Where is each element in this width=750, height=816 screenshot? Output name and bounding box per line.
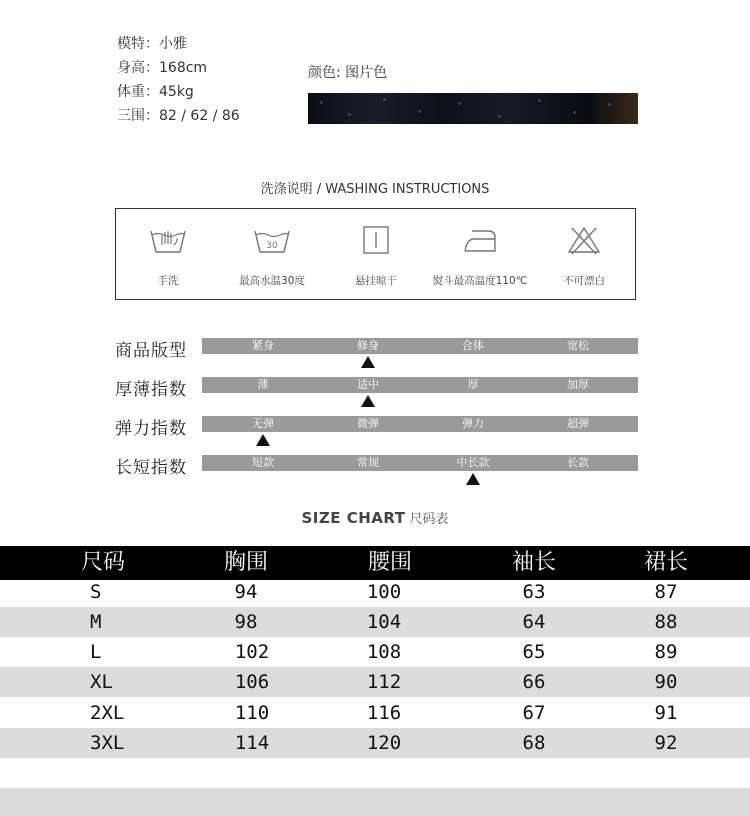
length-option: 长款	[567, 456, 589, 469]
fit-option: 修身	[357, 339, 379, 352]
table-row	[0, 577, 750, 607]
svg-text:30: 30	[266, 241, 278, 251]
cell-size: M	[90, 611, 102, 633]
hand-wash-icon	[148, 225, 188, 255]
fit-option: 宽松	[567, 339, 589, 352]
cell-size: L	[90, 641, 102, 663]
length-index-bar	[202, 455, 638, 471]
wash-item-label: 手洗	[157, 275, 179, 287]
thickness-option: 厚	[467, 378, 479, 391]
cell-bust: 110	[234, 702, 270, 724]
washing-instructions-box	[115, 208, 636, 300]
thickness-option: 适中	[357, 378, 379, 391]
elasticity-option: 弹力	[462, 417, 484, 430]
cell-size: 2XL	[90, 702, 125, 724]
fit-index-bar	[202, 338, 638, 354]
cell-size: S	[90, 581, 102, 603]
cell-bust: 98	[234, 611, 258, 633]
elasticity-option: 超弹	[567, 417, 589, 430]
header-sleeve: 袖长	[511, 550, 556, 575]
cell-sleeve: 64	[522, 611, 546, 633]
cell-size: XL	[90, 671, 113, 693]
cell-waist: 104	[366, 611, 402, 633]
bottom-band	[0, 788, 750, 816]
cell-sleeve: 65	[522, 641, 546, 663]
size-chart-title-cn: 尺码表	[409, 512, 449, 527]
header-size: 尺码	[80, 550, 125, 575]
length-option: 常规	[357, 456, 379, 469]
cell-waist: 100	[366, 581, 402, 603]
header-bust: 胸围	[223, 550, 268, 575]
wash-item-iron	[428, 209, 532, 301]
cell-skirt-length: 91	[654, 702, 678, 724]
table-row	[0, 698, 750, 728]
cell-skirt-length: 90	[654, 671, 678, 693]
table-row	[0, 667, 750, 697]
cell-waist: 120	[366, 732, 402, 754]
table-row	[0, 728, 750, 758]
max-temp-30-icon	[252, 225, 292, 255]
cell-skirt-length: 92	[654, 732, 678, 754]
length-index-label: 长短指数	[115, 458, 187, 478]
wash-item-no-bleach	[532, 209, 636, 301]
thickness-option: 薄	[257, 378, 269, 391]
wash-item-max-temp	[220, 209, 324, 301]
elasticity-selected-marker	[256, 434, 270, 446]
cell-sleeve: 68	[522, 732, 546, 754]
model-height: 身高：168cm	[117, 60, 208, 76]
header-waist: 腰围	[367, 550, 412, 575]
cell-waist: 112	[366, 671, 402, 693]
cell-sleeve: 63	[522, 581, 546, 603]
cell-waist: 116	[366, 702, 402, 724]
wash-item-label: 最高水温30度	[239, 275, 305, 287]
fit-selected-marker	[361, 356, 375, 368]
wash-item-hang-dry	[324, 209, 428, 301]
thickness-option: 加厚	[567, 378, 589, 391]
model-measurements: 三围：82 / 62 / 86	[117, 108, 240, 124]
fit-option: 紧身	[252, 339, 274, 352]
wash-item-label: 熨斗最高温度110℃	[432, 275, 528, 287]
thickness-index-label: 厚薄指数	[115, 380, 187, 400]
cell-waist: 108	[366, 641, 402, 663]
wash-item-hand-wash	[116, 209, 220, 301]
fit-index-label: 商品版型	[115, 341, 187, 361]
length-selected-marker	[466, 473, 480, 485]
cell-size: 3XL	[90, 732, 125, 754]
wash-item-label: 不可漂白	[563, 275, 605, 287]
elasticity-option: 无弹	[252, 417, 274, 430]
header-skirt-length: 裙长	[643, 550, 688, 575]
table-row	[0, 607, 750, 637]
cell-bust: 102	[234, 641, 270, 663]
model-name: 模特：小雅	[117, 36, 187, 52]
cell-skirt-length: 89	[654, 641, 678, 663]
cell-skirt-length: 88	[654, 611, 678, 633]
cell-sleeve: 66	[522, 671, 546, 693]
product-photo-swatch	[308, 93, 638, 124]
washing-title: 洗涤说明 / WASHING INSTRUCTIONS	[260, 182, 490, 197]
hang-dry-icon	[356, 225, 396, 255]
elasticity-option: 微弹	[357, 417, 379, 430]
color-label: 颜色: 图片色	[308, 65, 388, 81]
fit-option: 合体	[462, 339, 484, 352]
cell-sleeve: 67	[522, 702, 546, 724]
length-option: 短款	[252, 456, 274, 469]
table-row	[0, 637, 750, 667]
no-bleach-icon	[564, 225, 604, 255]
cell-bust: 94	[234, 581, 258, 603]
size-chart-title-en: SIZE CHART	[301, 509, 406, 527]
cell-skirt-length: 87	[654, 581, 678, 603]
cell-bust: 114	[234, 732, 270, 754]
length-option: 中长款	[456, 456, 490, 469]
size-chart-header-row	[0, 546, 750, 580]
cell-bust: 106	[234, 671, 270, 693]
iron-icon	[460, 225, 500, 255]
thickness-selected-marker	[361, 395, 375, 407]
elasticity-index-label: 弹力指数	[115, 419, 187, 439]
thickness-index-bar	[202, 377, 638, 393]
size-chart-title	[0, 508, 750, 527]
wash-item-label: 悬挂晾干	[355, 275, 397, 287]
elasticity-index-bar	[202, 416, 638, 432]
model-weight: 体重：45kg	[117, 84, 194, 100]
